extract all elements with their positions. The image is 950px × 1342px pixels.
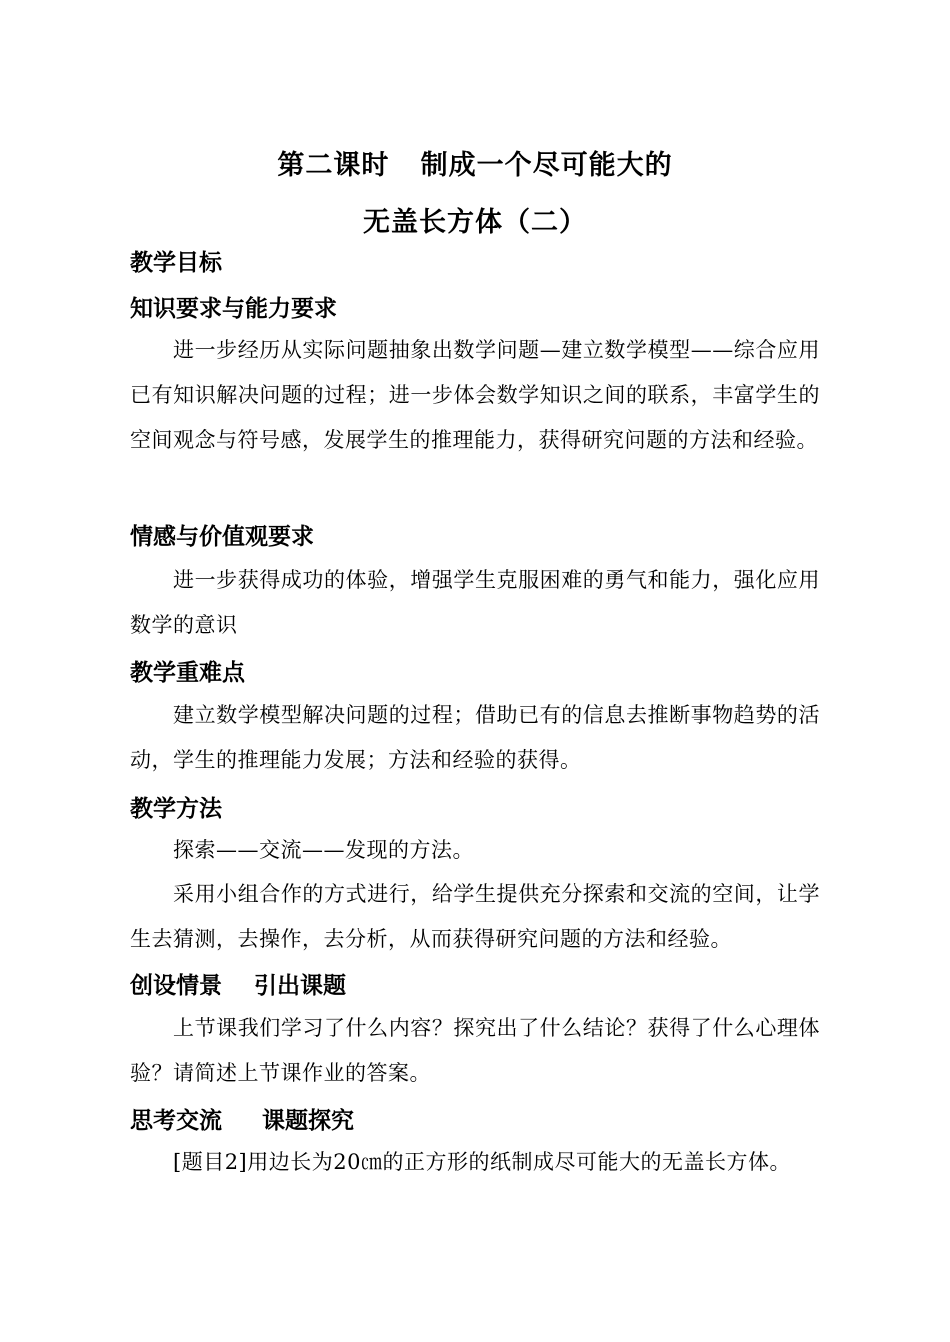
paragraph-methods-2: 采用小组合作的方式进行，给学生提供充分探索和交流的空间，让学生去猜测，去操作，去分析，从而获得研究问题的方法和经验。: [130, 882, 820, 951]
paragraph-emotion: 进一步获得成功的体验，增强学生克服困难的勇气和能力，强化应用数学的意识: [130, 568, 820, 637]
document-title-line-1: 第二课时 制成一个尽可能大的: [277, 150, 673, 181]
section-heading-knowledge: 知识要求与能力要求: [130, 296, 337, 322]
paragraph-knowledge: 进一步经历从实际问题抽象出数学问题—建立数学模型——综合应用已有知识解决问题的过程；进一步体会数学知识之间的联系，丰富学生的空间观念与符号感，发展学生的推理能力，获得研究问题的方法和经验。: [130, 338, 820, 452]
section-heading-explore: 思考交流 课题探究: [130, 1108, 355, 1134]
paragraph-methods-1: 探索——交流——发现的方法。: [173, 838, 474, 862]
section-heading-objectives: 教学目标: [130, 250, 222, 276]
section-heading-intro: 创设情景 引出课题: [130, 973, 347, 999]
paragraph-key-points: 建立数学模型解决问题的过程；借助已有的信息去推断事物趋势的活动，学生的推理能力发展；方法和经验的获得。: [130, 703, 820, 772]
paragraph-intro: 上节课我们学习了什么内容？探究出了什么结论？获得了什么心理体验？请简述上节课作业的答案。: [130, 1016, 820, 1085]
paragraph-explore: [题目2]用边长为20㎝的正方形的纸制成尽可能大的无盖长方体。: [173, 1150, 791, 1174]
document-title-line-2: 无盖长方体（二）: [363, 207, 587, 238]
section-heading-methods: 教学方法: [130, 796, 222, 822]
section-heading-emotion: 情感与价值观要求: [130, 524, 314, 550]
section-heading-key-points: 教学重难点: [130, 660, 245, 686]
